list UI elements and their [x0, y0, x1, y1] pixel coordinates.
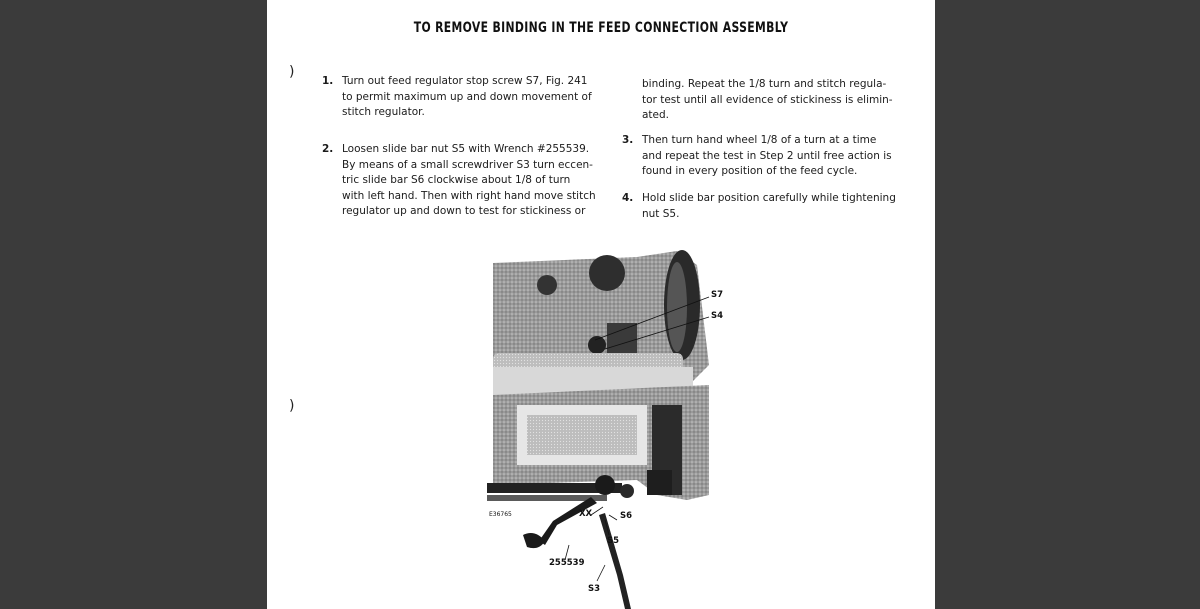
step-line: nut S5.	[642, 207, 680, 220]
margin-mark: )	[289, 64, 295, 80]
step-line: and repeat the test in Step 2 until free action is	[642, 149, 892, 162]
label-wrench: 255539	[549, 558, 585, 568]
step-text	[342, 74, 592, 121]
step-line: regulator up and down to test for stickiness or	[342, 205, 586, 217]
step-line: binding. Repeat the 1/8 turn and stitch regula-	[642, 78, 887, 90]
step-text	[642, 191, 896, 222]
margin-mark: )	[289, 398, 295, 414]
step-text	[642, 133, 892, 180]
step-line: ated.	[642, 109, 670, 121]
step-line: tric slide bar S6 clockwise about 1/8 of turn	[342, 174, 571, 186]
step-text	[342, 142, 596, 220]
step-line: By means of a small screwdriver S3 turn eccen-	[342, 158, 593, 171]
step-line: tor test until all evidence of stickiness is elimin-	[642, 93, 893, 106]
step-number: 1.	[322, 75, 334, 87]
page-title: TO REMOVE BINDING IN THE FEED CONNECTION ASSEMBLY	[413, 20, 789, 36]
label-plate-number: E36765	[489, 511, 512, 518]
label-s6: S6	[620, 511, 633, 521]
label-s7: S7	[711, 290, 724, 300]
machine-figure	[487, 245, 787, 609]
label-s3: S3	[588, 584, 601, 594]
step-line: with left hand. Then with right hand move stitch	[342, 189, 596, 202]
step-line: to permit maximum up and down movement of	[342, 90, 592, 103]
step-line: Loosen slide bar nut S5 with Wrench #255539.	[342, 143, 590, 155]
step-number: 4.	[622, 192, 634, 204]
label-s4: S4	[711, 311, 724, 321]
step-line: Turn out feed regulator stop screw S7, Fig. 241	[342, 75, 588, 87]
step-line: Then turn hand wheel 1/8 of a turn at a time	[642, 134, 877, 146]
step-text	[642, 77, 893, 124]
step-number: 3.	[622, 134, 634, 146]
label-s5: S5	[607, 536, 620, 546]
step-line: stitch regulator.	[342, 106, 425, 118]
document-page	[267, 0, 935, 609]
step-line: found in every position of the feed cycle.	[642, 165, 858, 177]
step-line: Hold slide bar position carefully while tightening	[642, 192, 896, 204]
label-xx: XX	[579, 509, 593, 519]
step-number: 2.	[322, 143, 334, 155]
machine-photo-illustration	[487, 245, 787, 609]
